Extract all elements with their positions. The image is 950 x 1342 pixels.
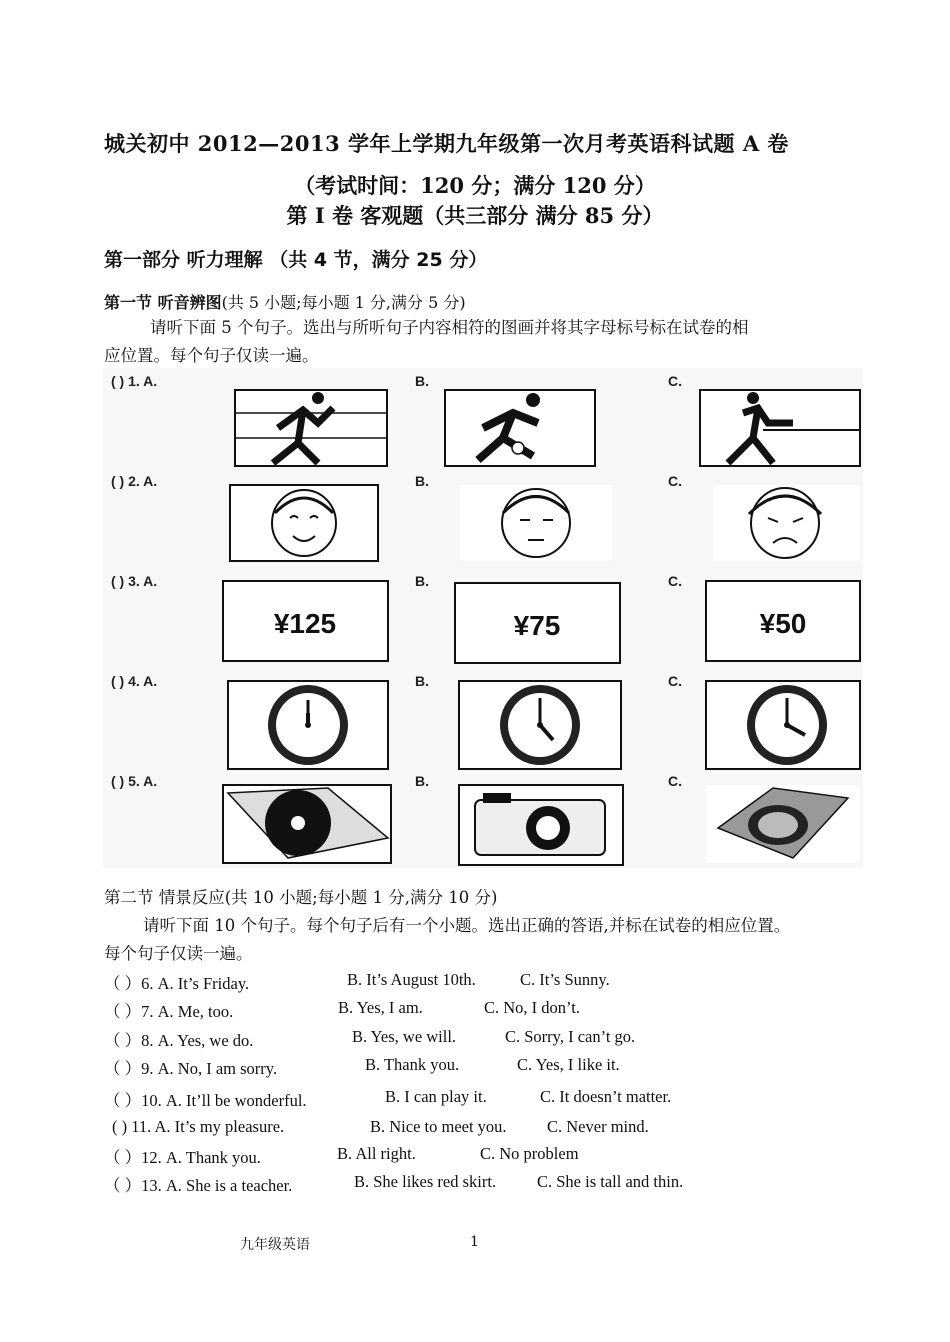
price-picture-c: [706, 581, 860, 661]
q12-a: （ ）12. A. Thank you.: [104, 1148, 261, 1167]
row-1-b: B.: [415, 373, 429, 389]
q13-c: C. She is tall and thin.: [537, 1172, 684, 1191]
row-2-c: C.: [668, 473, 682, 489]
picture-grid: [103, 368, 863, 868]
q6-b: B. It’s August 10th.: [347, 970, 476, 989]
section1-title-rest: (共 5 小题;每小题 1 分,满分 5 分): [221, 293, 466, 312]
question-7: [0, 998, 950, 1022]
row-3-label: ( ) 3. A.: [111, 573, 158, 589]
soccer-player-picture-b: [445, 390, 595, 466]
question-12: [0, 1144, 950, 1168]
q9-c: C. Yes, I like it.: [517, 1055, 620, 1074]
row-4-b: B.: [415, 673, 429, 689]
row-2-label: ( ) 2. A.: [111, 473, 158, 489]
question-9: [0, 1055, 950, 1079]
listening-picture-panel: [103, 368, 863, 868]
row-3-c: C.: [668, 573, 682, 589]
q11-c: C. Never mind.: [547, 1117, 649, 1136]
q6-a: （ ）6. A. It’s Friday.: [104, 974, 250, 993]
q10-a: （ ）10. A. It’ll be wonderful.: [104, 1091, 307, 1110]
question-6: [0, 970, 950, 994]
camera-picture-b: [459, 785, 623, 865]
question-11: [0, 1117, 950, 1141]
row-5-label: ( ) 5. A.: [111, 773, 158, 789]
price-picture-b: [455, 583, 620, 663]
row-5-c: C.: [668, 773, 682, 789]
calm-face-picture-b: [460, 485, 612, 561]
clock-picture-c: [706, 681, 860, 769]
section2-title: 第二节 情景反应(共 10 小题;每小题 1 分,满分 10 分): [104, 888, 498, 907]
table-tennis-player-picture-c: [700, 390, 860, 466]
volume-title: 第 I 卷 客观题（共三部分 满分 85 分）: [286, 203, 664, 228]
row-2-b: B.: [415, 473, 429, 489]
q13-b: B. She likes red skirt.: [354, 1172, 497, 1191]
question-8: [0, 1027, 950, 1051]
q7-a: （ ）7. A. Me, too.: [104, 1002, 234, 1021]
row-1-c: C.: [668, 373, 682, 389]
q9-a: （ ）9. A. No, I am sorry.: [104, 1059, 278, 1078]
q6-c: C. It’s Sunny.: [520, 970, 610, 989]
section2-instruction-1: 请听下面 10 个句子。每个句子后有一个小题。选出正确的答语,并标在试卷的相应位置。: [143, 916, 791, 935]
q11-b: B. Nice to meet you.: [370, 1117, 507, 1136]
price-picture-a: [223, 581, 388, 661]
sad-face-picture-c: [713, 485, 860, 561]
q13-a: （ ）13. A. She is a teacher.: [104, 1176, 293, 1195]
price-a-label: ¥125: [273, 608, 337, 639]
cd-disc-picture-a: [223, 785, 391, 863]
exam-title: 城关初中 2012—2013 学年上学期九年级第一次月考英语科试题 A 卷: [104, 131, 789, 156]
q7-c: C. No, I don’t.: [484, 998, 580, 1017]
price-c-label: ¥50: [759, 608, 807, 639]
footer-subject: 九年级英语: [240, 1237, 310, 1253]
question-13: [0, 1172, 950, 1196]
clock-picture-b: [459, 681, 621, 769]
exam-info: （考试时间：120 分；满分 120 分）: [294, 173, 656, 198]
section1-title: [104, 290, 466, 313]
page-number: 1: [470, 1234, 479, 1250]
question-10: [0, 1087, 950, 1111]
clock-picture-a: [228, 681, 388, 769]
q10-b: B. I can play it.: [385, 1087, 487, 1106]
watch-picture-c: [706, 785, 860, 863]
q10-c: C. It doesn’t matter.: [540, 1087, 672, 1106]
q8-a: （ ）8. A. Yes, we do.: [104, 1031, 254, 1050]
section1-title-bold: 第一节 听音辨图: [104, 293, 222, 312]
q11-a: ( ) 11. A. It’s my pleasure.: [112, 1117, 285, 1136]
row-3-b: B.: [415, 573, 429, 589]
q8-b: B. Yes, we will.: [352, 1027, 457, 1046]
row-5-b: B.: [415, 773, 429, 789]
row-4-c: C.: [668, 673, 682, 689]
row-1-label: ( ) 1. A.: [111, 373, 158, 389]
happy-face-picture-a: [230, 485, 378, 561]
row-4-label: ( ) 4. A.: [111, 673, 158, 689]
q9-b: B. Thank you.: [365, 1055, 460, 1074]
q12-c: C. No problem: [480, 1144, 579, 1163]
q12-b: B. All right.: [337, 1144, 416, 1163]
q8-c: C. Sorry, I can’t go.: [505, 1027, 636, 1046]
tennis-player-picture-a: [235, 390, 387, 466]
part1-title: 第一部分 听力理解 （共 4 节，满分 25 分）: [104, 249, 488, 271]
section1-instruction-2: 应位置。每个句子仅读一遍。: [104, 346, 319, 365]
section2-instruction-2: 每个句子仅读一遍。: [104, 944, 253, 963]
section1-instruction-1: 请听下面 5 个句子。选出与所听句子内容相符的图画并将其字母标号标在试卷的相: [150, 318, 749, 337]
q7-b: B. Yes, I am.: [338, 998, 423, 1017]
price-b-label: ¥75: [513, 610, 561, 641]
